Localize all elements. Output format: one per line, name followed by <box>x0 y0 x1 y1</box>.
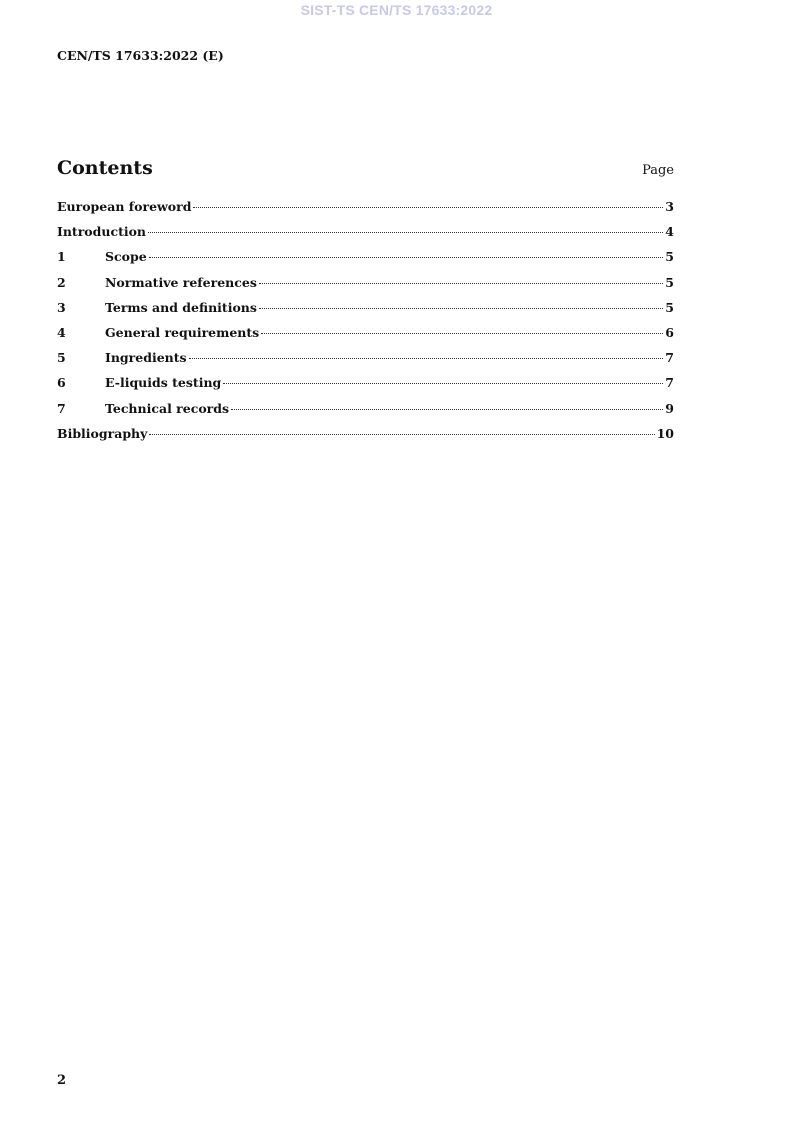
toc-heading-row <box>57 157 674 179</box>
toc-entry-page: 6 <box>665 324 674 340</box>
toc-entry-number: 6 <box>57 375 66 391</box>
toc-list <box>57 199 674 451</box>
toc-entry-label: European foreword <box>57 199 192 214</box>
toc-entry-label: Normative references <box>105 274 257 290</box>
toc-entry-normative-references[interactable] <box>57 275 674 300</box>
toc-entry-number: 7 <box>57 400 66 416</box>
document-id-header: CEN/TS 17633:2022 (E) <box>57 48 224 63</box>
toc-entry-label: Ingredients <box>105 350 187 366</box>
toc-title: Contents <box>57 157 153 179</box>
dot-leader <box>148 232 663 233</box>
toc-entry-label: General requirements <box>105 324 260 340</box>
toc-entry-label: Introduction <box>57 224 147 240</box>
dot-leader <box>149 257 664 258</box>
toc-entry-label: E-liquids testing <box>105 375 222 391</box>
toc-entry-ingredients[interactable] <box>57 350 674 375</box>
toc-entry-page: 9 <box>665 400 674 416</box>
dot-leader <box>223 383 663 384</box>
toc-entry-european-foreword[interactable] <box>57 199 674 224</box>
toc-entry-e-liquids-testing[interactable] <box>57 375 674 400</box>
toc-entry-introduction[interactable] <box>57 224 674 249</box>
toc-entry-page: 5 <box>665 274 674 290</box>
dot-leader <box>189 358 664 359</box>
toc-entry-label: Scope <box>105 249 147 265</box>
toc-entry-page: 7 <box>665 375 674 391</box>
dot-leader <box>149 434 654 435</box>
toc-entry-page: 7 <box>665 350 674 366</box>
toc-entry-terms-and-definitions[interactable] <box>57 300 674 325</box>
dot-leader <box>231 409 663 410</box>
toc-entry-number: 1 <box>57 249 66 265</box>
toc-entry-page: 4 <box>665 224 674 240</box>
dot-leader <box>193 207 663 208</box>
dot-leader <box>259 308 663 309</box>
toc-entry-number: 3 <box>57 299 66 315</box>
toc-entry-bibliography[interactable] <box>57 426 674 451</box>
toc-entry-number: 2 <box>57 274 66 290</box>
toc-entry-scope[interactable] <box>57 249 674 274</box>
toc-entry-page: 10 <box>656 425 674 441</box>
toc-entry-page: 5 <box>665 299 674 315</box>
watermark: SIST-TS CEN/TS 17633:2022 <box>300 2 493 18</box>
dot-leader <box>261 333 663 334</box>
toc-entry-general-requirements[interactable] <box>57 325 674 350</box>
toc-entry-label: Terms and definitions <box>105 299 257 315</box>
toc-entry-label: Technical records <box>105 400 230 416</box>
page-number: 2 <box>57 1073 67 1088</box>
toc-page-label: Page <box>642 163 674 178</box>
toc-entry-technical-records[interactable] <box>57 401 674 426</box>
toc-entry-label: Bibliography <box>57 425 148 441</box>
toc-entry-number: 4 <box>57 324 66 340</box>
toc-entry-number: 5 <box>57 350 66 366</box>
toc-entry-page: 5 <box>665 249 674 265</box>
dot-leader <box>259 283 663 284</box>
toc-entry-page: 3 <box>665 199 674 214</box>
